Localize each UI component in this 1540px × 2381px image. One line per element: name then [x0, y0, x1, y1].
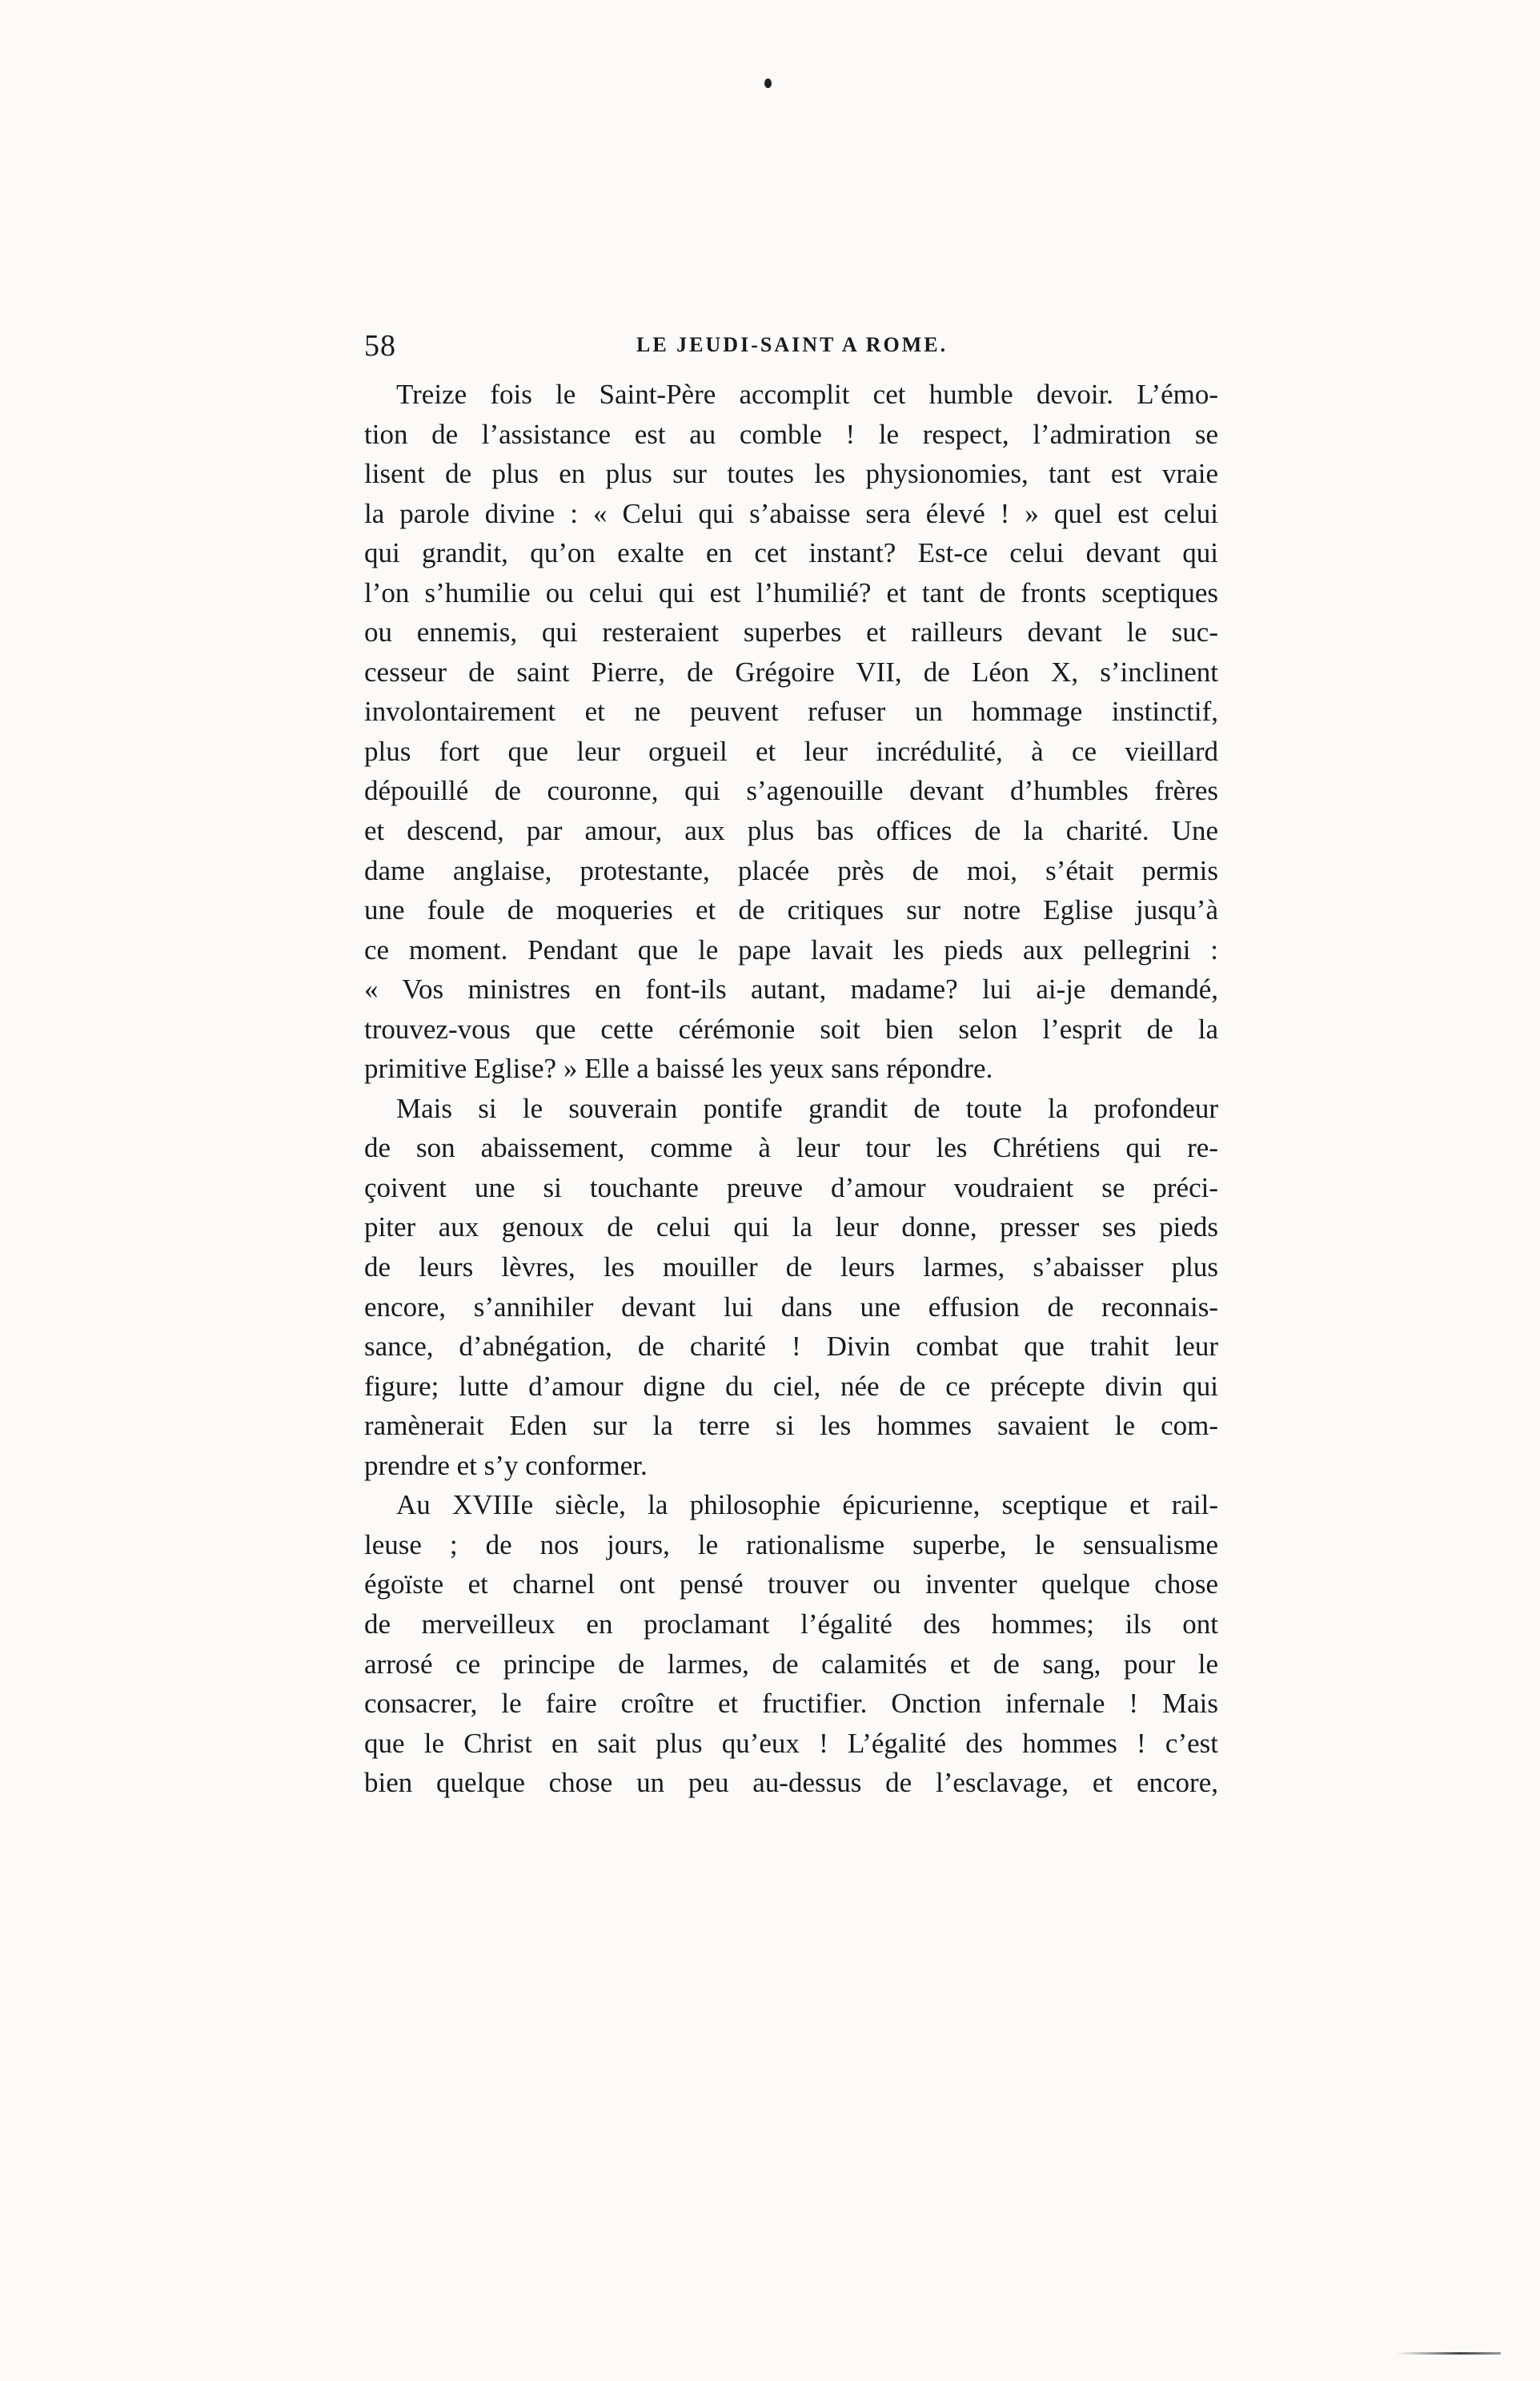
text-line: l’on s’humilie ou celui qui est l’humilié? et tant de fronts sceptiques	[364, 576, 1218, 608]
text-line: « Vos ministres en font-ils autant, madame? lui ai-je demandé,	[364, 974, 1218, 1006]
text-line: trouvez-vous que cette cérémonie soit bien selon l’esprit de la	[364, 1013, 1218, 1045]
text-line: ramènerait Eden sur la terre si les hommes savaient le com-	[364, 1410, 1218, 1442]
text-line: lisent de plus en plus sur toutes les physionomies, tant est vraie	[364, 458, 1218, 490]
running-head	[364, 328, 1217, 368]
text-line: piter aux genoux de celui qui la leur donne, presser ses pieds	[364, 1211, 1218, 1243]
text-line: Mais si le souverain pontife grandit de toute la profondeur	[396, 1092, 1218, 1124]
text-line: cesseur de saint Pierre, de Grégoire VII, de Léon X, s’inclinent	[364, 656, 1218, 688]
text-line: et descend, par amour, aux plus bas offices de la charité. Une	[364, 815, 1218, 847]
text-line: prendre et s’y conformer.	[364, 1449, 648, 1481]
text-line: tion de l’assistance est au comble ! le respect, l’admiration se	[364, 418, 1218, 450]
text-line: figure; lutte d’amour digne du ciel, née de ce précepte divin qui	[364, 1370, 1218, 1402]
text-line: bien quelque chose un peu au-dessus de l’esclavage, et encore,	[364, 1767, 1218, 1799]
text-line: une foule de moqueries et de critiques sur notre Eglise jusqu’à	[364, 894, 1218, 926]
text-line: leuse ; de nos jours, le rationalisme superbe, le sensualisme	[364, 1528, 1218, 1560]
text-line: involontairement et ne peuvent refuser un hommage instinctif,	[364, 696, 1218, 728]
text-line: de leurs lèvres, les mouiller de leurs larmes, s’abaisser plus	[364, 1251, 1218, 1283]
text-line: de merveilleux en proclamant l’égalité des hommes; ils ont	[364, 1608, 1218, 1640]
text-line: la parole divine : « Celui qui s’abaisse sera élevé ! » quel est celui	[364, 497, 1218, 529]
ink-speck	[764, 78, 772, 88]
text-line: çoivent une si touchante preuve d’amour voudraient se préci-	[364, 1171, 1218, 1203]
text-line: dépouillé de couronne, qui s’agenouille devant d’humbles frères	[364, 775, 1218, 807]
text-line: de son abaissement, comme à leur tour les Chrétiens qui re-	[364, 1132, 1218, 1164]
text-line: consacrer, le faire croître et fructifier. Onction infernale ! Mais	[364, 1688, 1218, 1720]
text-line: qui grandit, qu’on exalte en cet instant? Est-ce celui devant qui	[364, 537, 1218, 569]
text-line: plus fort que leur orgueil et leur incrédulité, à ce vieillard	[364, 735, 1218, 767]
text-line: sance, d’abnégation, de charité ! Divin combat que trahit leur	[364, 1331, 1218, 1363]
scan-mark	[1397, 2352, 1501, 2355]
text-line: que le Christ en sait plus qu’eux ! L’égalité des hommes ! c’est	[364, 1727, 1218, 1759]
text-line: Treize fois le Saint-Père accomplit cet humble devoir. L’émo-	[396, 379, 1218, 410]
text-line: dame anglaise, protestante, placée près de moi, s’était permis	[364, 854, 1218, 886]
text-line: égoïste et charnel ont pensé trouver ou inventer quelque chose	[364, 1568, 1218, 1600]
text-line: ce moment. Pendant que le pape lavait les pieds aux pellegrini :	[364, 934, 1218, 966]
text-line: Au XVIIIe siècle, la philosophie épicurienne, sceptique et rail-	[396, 1489, 1218, 1521]
running-title: LE JEUDI-SAINT A ROME.	[636, 333, 948, 356]
text-line: encore, s’annihiler devant lui dans une effusion de reconnais-	[364, 1291, 1218, 1323]
body-text	[364, 375, 1218, 1803]
text-line: primitive Eglise? » Elle a baissé les yeux sans répondre.	[364, 1053, 993, 1085]
text-line: arrosé ce principe de larmes, de calamités et de sang, pour le	[364, 1648, 1218, 1680]
page-number: 58	[364, 329, 396, 363]
text-line: ou ennemis, qui resteraient superbes et railleurs devant le suc-	[364, 616, 1218, 648]
